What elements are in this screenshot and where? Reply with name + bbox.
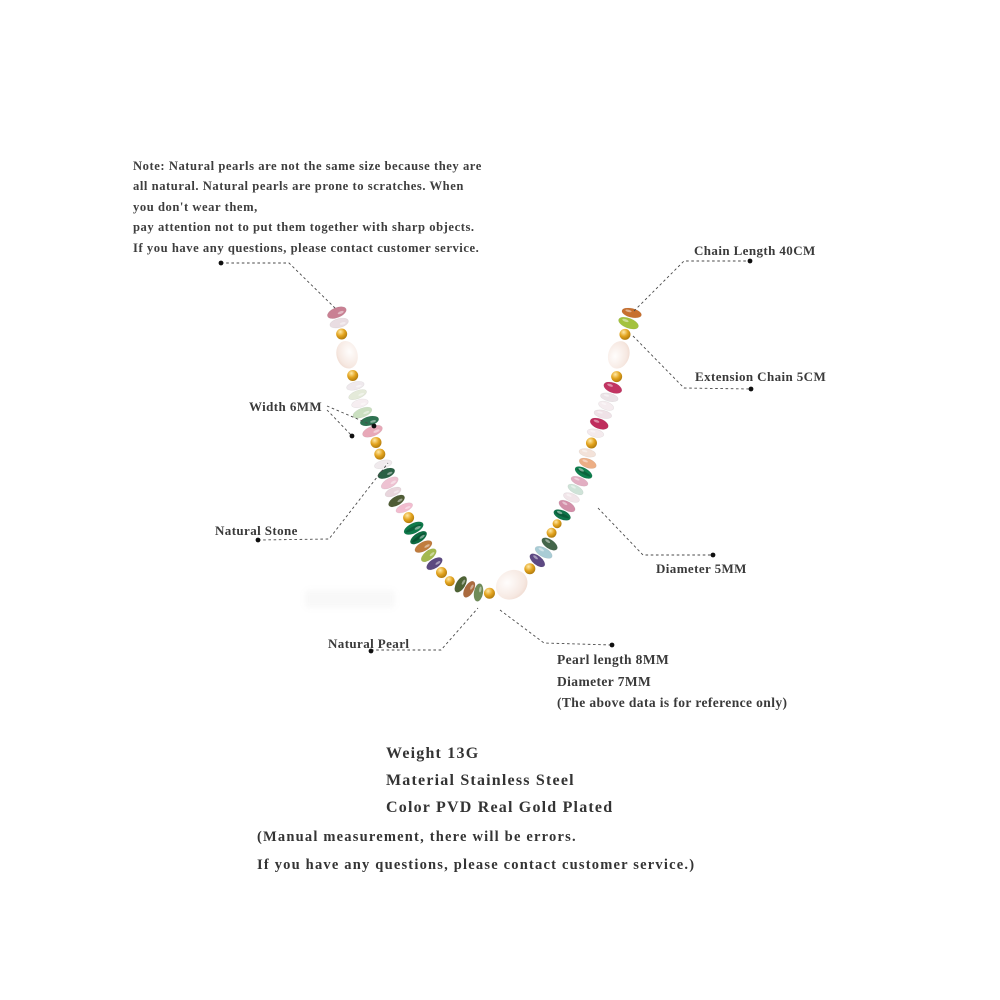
gold-bead: [484, 588, 495, 599]
note-line: pay attention not to put them together with sharp objects.: [133, 220, 475, 235]
pearl-diameter-line: Diameter 7MM: [557, 673, 652, 689]
gold-bead: [336, 328, 347, 339]
pearl-bead: [604, 338, 633, 371]
pearl-bead: [333, 338, 361, 371]
gold-bead: [547, 528, 557, 538]
callout-natural-pearl: Natural Pearl: [328, 636, 410, 651]
gold-bead: [436, 567, 447, 578]
callout-chain-length: Chain Length 40CM: [694, 243, 816, 258]
gold-bead: [445, 576, 455, 586]
disclaimer-line: (Manual measurement, there will be errors.: [257, 829, 577, 845]
note-leader-line: [221, 263, 336, 309]
product-specs-block: [386, 741, 613, 821]
pearl-specs-block: [557, 649, 787, 714]
extension-chain-leader-dot: [749, 387, 754, 392]
callout-diameter: Diameter 5MM: [656, 561, 747, 576]
faint-watermark: [305, 590, 395, 608]
gold-bead: [524, 563, 535, 574]
gold-bead: [586, 438, 597, 449]
note-line: all natural. Natural pearls are prone to scratches. When: [133, 179, 464, 194]
gold-bead: [611, 371, 622, 382]
chain-length-leader-dot: [748, 259, 753, 264]
callout-width: Width 6MM: [249, 399, 323, 414]
width-leader-dot-upper: [372, 424, 377, 429]
diameter-leader-line: [598, 508, 713, 555]
callout-natural-stone: Natural Stone: [215, 523, 298, 538]
reference-note-line: (The above data is for reference only): [557, 695, 788, 710]
note-line: you don't wear them,: [133, 199, 258, 214]
width-leader-line-lower: [327, 410, 352, 436]
chain-length-leader-line: [634, 261, 750, 311]
note-leader-dot: [219, 261, 224, 266]
pearl-specs-leader-line: [500, 610, 612, 645]
stone-chip-bead: [578, 447, 596, 459]
pearl-specs-leader-dot: [610, 643, 615, 648]
spec-material: Material Stainless Steel: [386, 771, 575, 789]
disclaimer-line: If you have any questions, please contact customer service.): [257, 857, 696, 873]
necklace-beads: [326, 304, 643, 605]
pearl-length-line: Pearl length 8MM: [557, 652, 670, 667]
gold-bead: [370, 437, 381, 448]
note-line: If you have any questions, please contact customer service.: [133, 240, 480, 255]
gold-bead: [619, 329, 630, 340]
gold-bead: [374, 449, 385, 460]
gold-bead: [347, 370, 358, 381]
gold-bead: [553, 519, 562, 528]
diameter-leader-dot: [711, 553, 716, 558]
spec-weight: Weight 13G: [386, 745, 480, 762]
note-block: [133, 156, 482, 258]
callout-extension-chain: Extension Chain 5CM: [695, 369, 827, 384]
width-leader-dot-lower: [350, 434, 355, 439]
spec-color: Color PVD Real Gold Plated: [386, 798, 614, 816]
note-line: Note: Natural pearls are not the same size because they are: [133, 159, 482, 173]
disclaimer-block: [257, 823, 695, 879]
gold-bead: [403, 512, 414, 523]
